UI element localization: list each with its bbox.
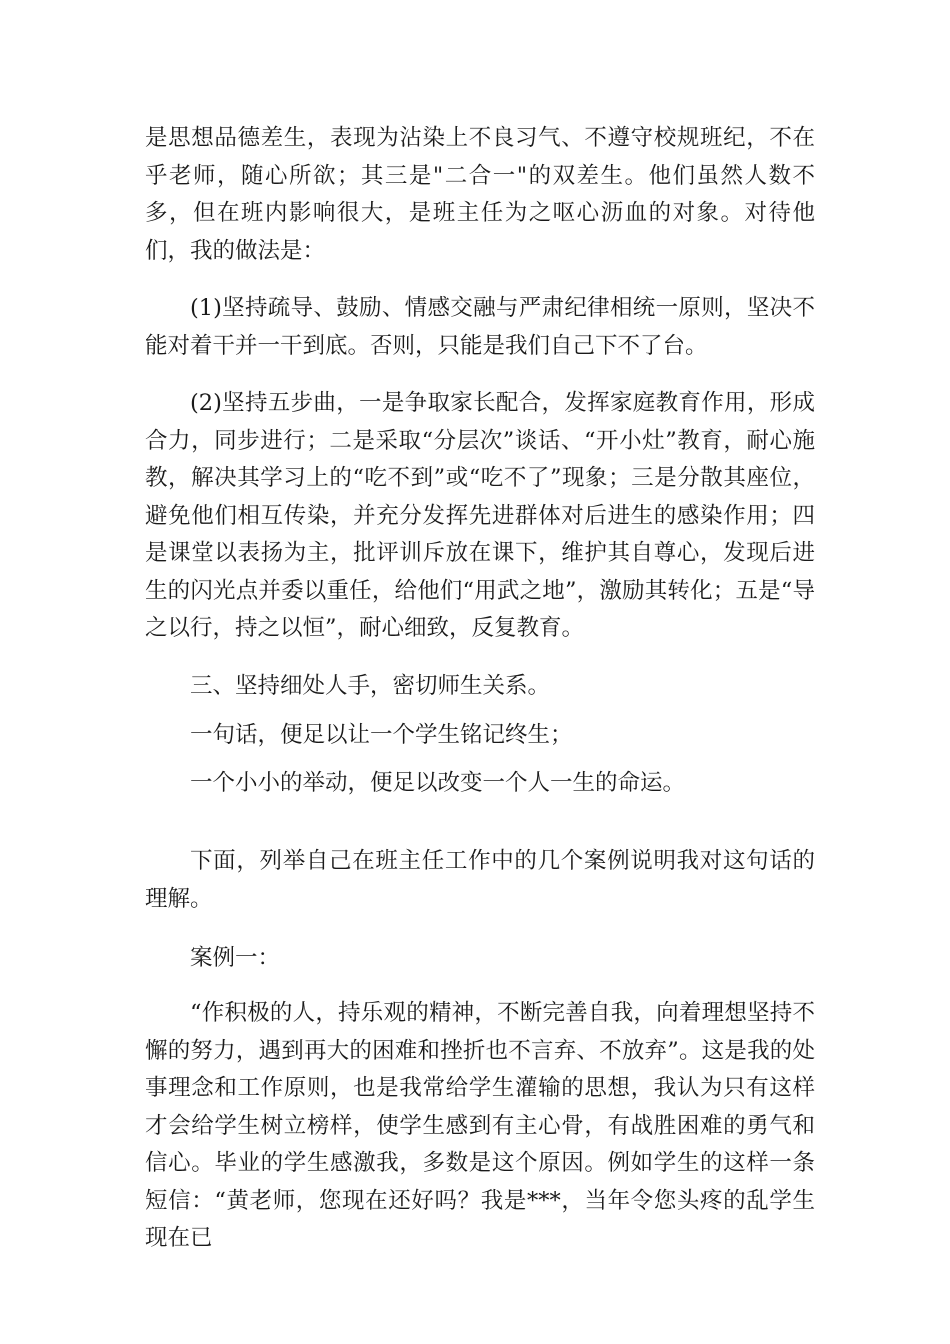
paragraph-case-one-body: “作积极的人，持乐观的精神，不断完善自我，向着理想坚持不懈的努力，遇到再大的困难和挫折也不言弃、不放弃”。这是我的处事理念和工作原则，也是我常给学生灌输的思想，我认为只有这样才会给学生树立榜样，使学生感到有主心骨，有战胜困难的勇气和信心。毕业的学生感激我，多数是这个原因。例如学生的这样一条短信：“黄老师，您现在还好吗？我是***，当年令您头疼的乱学生现在已 <box>145 1000 815 1251</box>
paragraph-small-action: 一个小小的举动，便足以改变一个人一生的命运。 <box>190 770 686 796</box>
section-heading-three: 三、坚持细处人手，密切师生关系。 <box>190 673 551 699</box>
paragraph-case-intro: 下面，列举自己在班主任工作中的几个案例说明我对这句话的理解。 <box>145 848 815 912</box>
paragraph-point-1: (1)坚持疏导、鼓励、情感交融与严肃纪律相统一原则，坚决不能对着干并一干到底。否则，只能是我们自己下不了台。 <box>145 295 815 359</box>
paragraph-poor-morality-students: 是思想品德差生，表现为沾染上不良习气、不遵守校规班纪，不在乎老师，随心所欲；其三是"二合一"的双差生。他们虽然人数不多，但在班内影响很大，是班主任为之呕心沥血的对象。对待他们，我的做法是： <box>145 125 815 264</box>
paragraph-one-sentence: 一句话，便足以让一个学生铭记终生； <box>190 722 573 748</box>
case-one-heading: 案例一： <box>190 945 281 971</box>
paragraph-point-2: (2)坚持五步曲，一是争取家长配合，发挥家庭教育作用，形成合力，同步进行；二是采取“分层次”谈话、“开小灶”教育，耐心施教，解决其学习上的“吃不到”或“吃不了”现象；三是分散其座位，避免他们相互传染，并充分发挥先进群体对后进生的感染作用；四是课堂以表扬为主，批评训斥放在课下，维护其自尊心，发现后进生的闪光点并委以重任，给他们“用武之地”，激励其转化；五是“导之以行，持之以恒”，耐心细致，反复教育。 <box>145 390 815 641</box>
